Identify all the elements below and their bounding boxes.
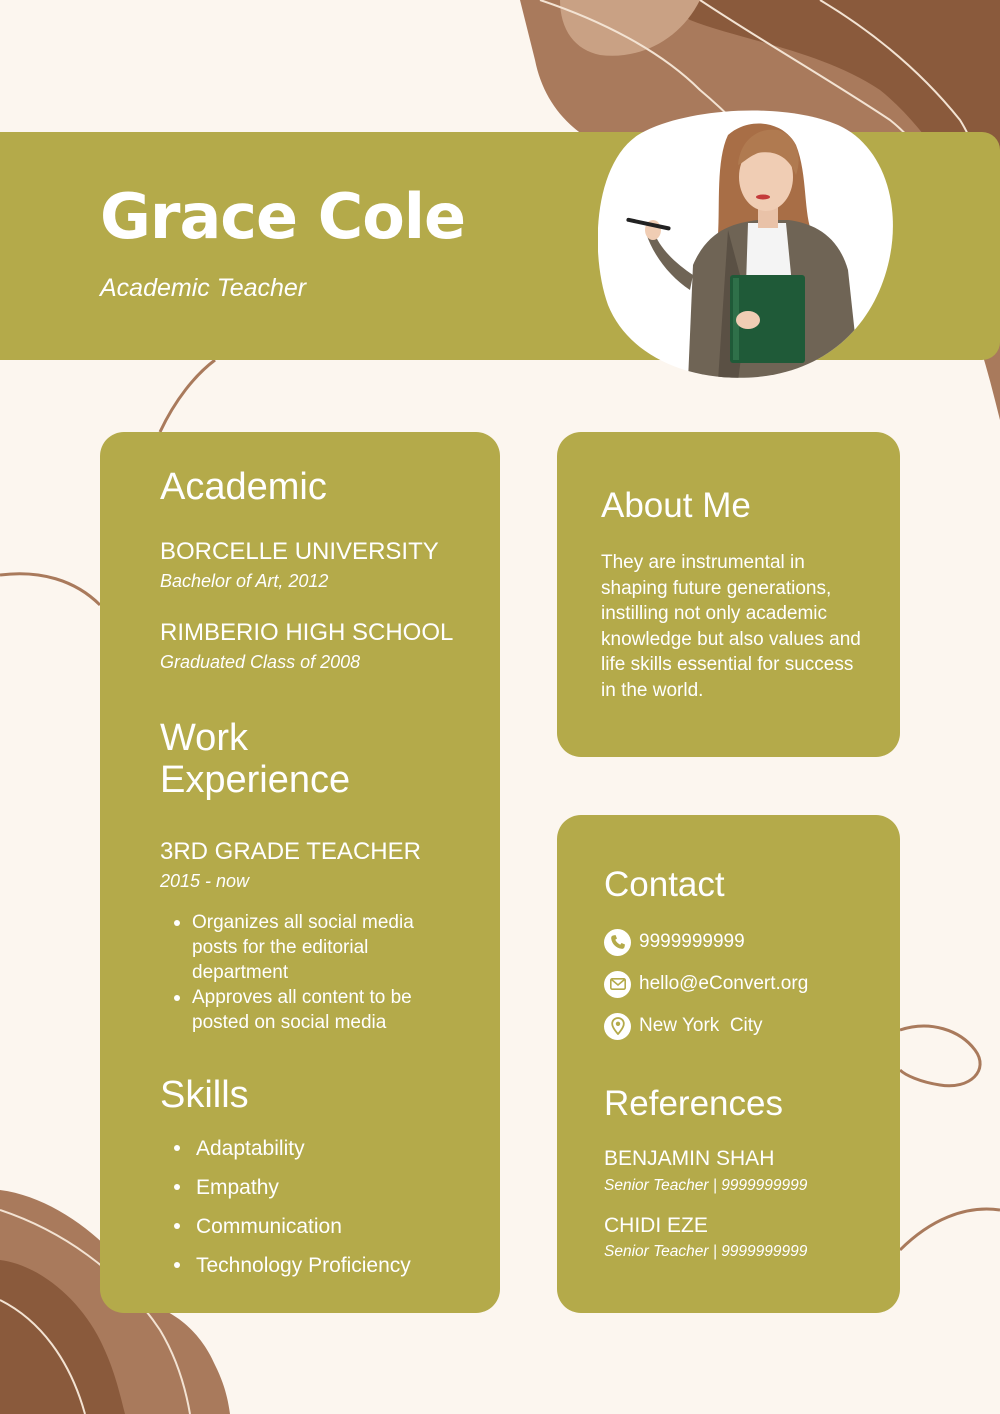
references-heading: References xyxy=(604,1084,783,1123)
school-name: BORCELLE UNIVERSITY xyxy=(160,538,439,565)
list-item: Empathy xyxy=(162,1168,482,1207)
person-name: Grace Cole xyxy=(100,180,466,253)
about-heading: About Me xyxy=(601,486,751,525)
list-item: Communication xyxy=(162,1207,482,1246)
envelope-icon xyxy=(604,971,631,998)
deco-line xyxy=(0,574,100,605)
contact-location-row xyxy=(604,1012,763,1040)
about-text: They are instrumental in shaping future generations, instilling not only academic knowledge but also values and life skills essential for success in the world. xyxy=(601,552,861,701)
academic-heading: Academic xyxy=(160,466,327,508)
skills-list xyxy=(162,1129,482,1285)
profile-photo xyxy=(598,105,896,381)
school-detail: Graduated Class of 2008 xyxy=(160,652,361,672)
work-heading xyxy=(160,718,350,802)
list-item: Organizes all social media posts for the editorial department xyxy=(162,910,462,985)
contact-email-row xyxy=(604,970,808,998)
school-detail: Bachelor of Art, 2012 xyxy=(160,571,329,591)
map-pin-icon xyxy=(604,1013,631,1040)
contact-heading: Contact xyxy=(604,865,725,904)
work-heading-line2: Experience xyxy=(160,758,351,801)
skills-heading: Skills xyxy=(160,1074,249,1116)
deco-line xyxy=(900,1026,980,1086)
contact-phone-row xyxy=(604,928,745,956)
phone-icon xyxy=(604,929,631,956)
list-item: Approves all content to be posted on social media xyxy=(162,985,462,1035)
contact-phone[interactable]: 9999999999 xyxy=(639,931,745,952)
duties-list xyxy=(162,910,462,1035)
deco-line xyxy=(900,1209,1000,1250)
deco-line xyxy=(160,360,215,432)
job-period: 2015 - now xyxy=(160,871,250,891)
contact-location: New York City xyxy=(639,1015,763,1036)
reference-name: BENJAMIN SHAH xyxy=(604,1147,775,1170)
job-role: 3RD GRADE TEACHER xyxy=(160,838,421,865)
reference-name: CHIDI EZE xyxy=(604,1214,708,1237)
reference-detail: Senior Teacher | 9999999999 xyxy=(604,1177,808,1194)
contact-email[interactable]: hello@eConvert.org xyxy=(639,973,809,994)
work-heading-line1: Work xyxy=(160,717,248,759)
reference-detail: Senior Teacher | 9999999999 xyxy=(604,1243,808,1260)
list-item: Adaptability xyxy=(162,1129,482,1168)
list-item: Technology Proficiency xyxy=(162,1246,482,1285)
job-title: Academic Teacher xyxy=(100,274,307,302)
school-name: RIMBERIO HIGH SCHOOL xyxy=(160,619,454,646)
